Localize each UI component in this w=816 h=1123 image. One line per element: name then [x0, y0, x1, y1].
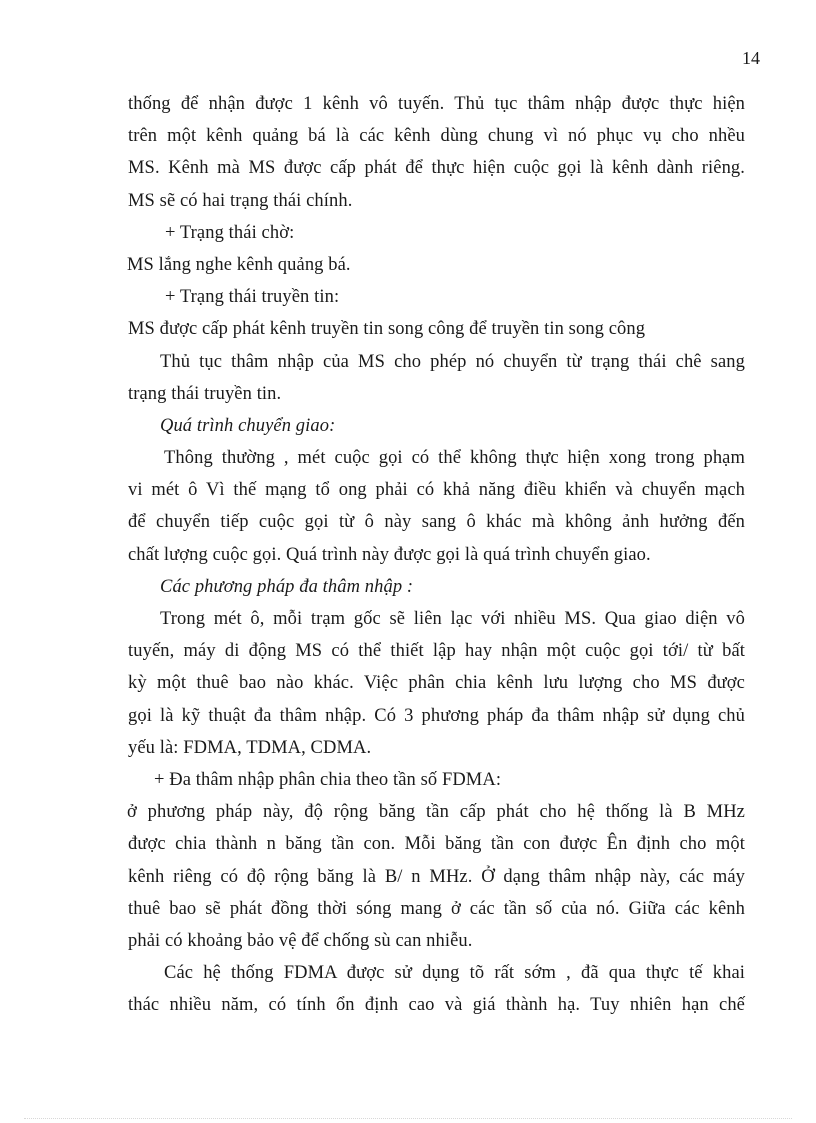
- section-heading-handover: Quá trình chuyển giao:: [160, 415, 336, 436]
- list-item-transmit-state: + Trạng thái truyền tin:: [165, 287, 340, 308]
- text-line: trên một kênh quảng bá là các kênh dùng chung vì nó phục vụ cho nhều: [128, 126, 745, 147]
- text-line: để chuyển tiếp cuộc gọi từ ô này sang ô khác mà không ảnh hưởng đến: [128, 512, 745, 533]
- text-line: MS sẽ có hai trạng thái chính.: [128, 190, 353, 211]
- page-bottom-divider: [24, 1118, 792, 1119]
- section-heading-multiple-access: Các phương pháp đa thâm nhập :: [160, 576, 414, 597]
- list-item-waiting-state: + Trạng thái chờ:: [165, 222, 295, 243]
- text-line: tuyến, máy di động MS có thể thiết lập hay nhận một cuộc gọi tới/ từ bất: [128, 641, 745, 662]
- text-line: vi mét ô Vì thế mạng tổ ong phải có khả năng điều khiển và chuyển mạch: [128, 480, 745, 501]
- text-line: MS. Kênh mà MS được cấp phát để thực hiện cuộc gọi là kênh dành riêng.: [128, 158, 745, 179]
- text-line: ở phương pháp này, độ rộng băng tần cấp phát cho hệ thống là B MHz: [127, 802, 745, 823]
- text-line: thuê bao sẽ phát đồng thời sóng mang ở các tần số của nó. Giữa các kênh: [128, 898, 745, 919]
- text-line: phải có khoảng bảo vệ để chống sù can nhiễu.: [128, 930, 473, 951]
- text-line: Thông thường , mét cuộc gọi có thể không thực hiện xong trong phạm: [164, 448, 745, 469]
- text-line: Thủ tục thâm nhập của MS cho phép nó chuyển từ trạng thái chê sang: [160, 351, 745, 372]
- text-line: chất lượng cuộc gọi. Quá trình này được gọi là quá trình chuyển giao.: [128, 544, 651, 565]
- text-line: Các hệ thống FDMA được sử dụng tõ rất sớm , đã qua thực tế khai: [164, 963, 745, 984]
- text-line: yếu là: FDMA, TDMA, CDMA.: [128, 737, 372, 758]
- text-line: trạng thái truyền tin.: [128, 383, 282, 404]
- text-line: được chia thành n băng tần con. Mỗi băng tần con được Ên định cho một: [128, 834, 745, 855]
- text-line: MS được cấp phát kênh truyền tin song công để truyền tin song công: [128, 319, 646, 340]
- text-line: Trong mét ô, mỗi trạm gốc sẽ liên lạc với nhiều MS. Qua giao diện vô: [160, 609, 745, 629]
- text-line: thống để nhận được 1 kênh vô tuyến. Thủ tục thâm nhập được thực hiện: [128, 94, 745, 114]
- page-number: 14: [742, 48, 760, 68]
- text-line: gọi là kỹ thuật đa thâm nhập. Có 3 phương pháp đa thâm nhập sử dụng chủ: [128, 705, 745, 726]
- text-line: MS lắng nghe kênh quảng bá.: [127, 254, 351, 275]
- text-line: kênh riêng có độ rộng băng là B/ n MHz. Ở dạng thâm nhập này, các máy: [128, 866, 745, 887]
- document-body: [128, 88, 745, 1021]
- text-line: kỳ một thuê bao nào khác. Việc phân chia kênh lưu lượng cho MS được: [128, 673, 745, 694]
- list-item-fdma: + Đa thâm nhập phân chia theo tần số FDMA:: [154, 769, 502, 790]
- text-line: thác nhiều năm, có tính ổn định cao và giá thành hạ. Tuy nhiên hạn chế: [128, 995, 745, 1016]
